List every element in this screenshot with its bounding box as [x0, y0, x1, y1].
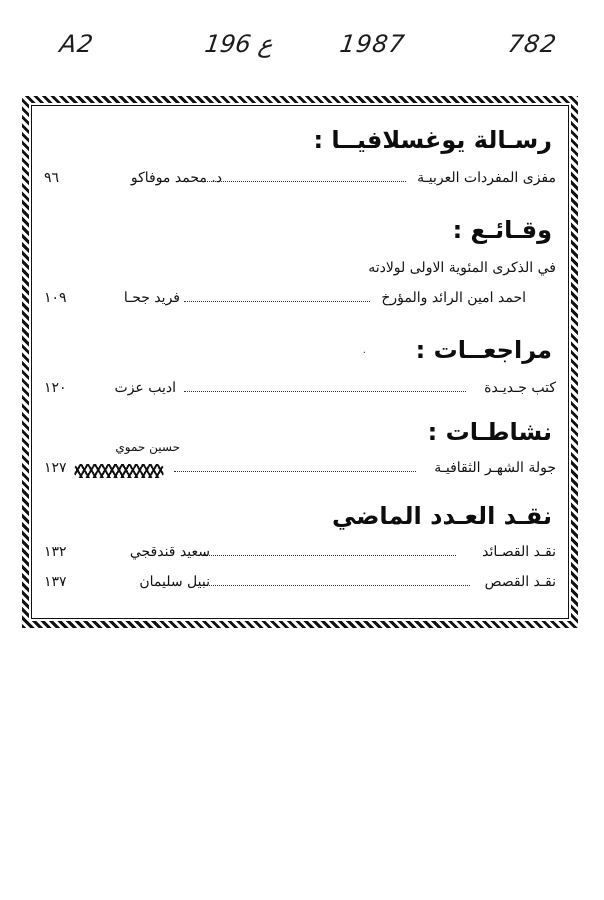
toc-entry	[34, 380, 566, 402]
entry-subheading: في الذكرى المئوية الاولى لولادته	[368, 260, 556, 276]
entry-author: اديب عزت	[114, 380, 176, 396]
section-title-activities: نشاطـات :	[427, 418, 552, 446]
entry-title: كتب جـديـدة	[484, 380, 556, 396]
entry-page: ١٢٧	[44, 460, 67, 476]
entry-page: ١٢٠	[44, 380, 67, 396]
leader-dots	[184, 391, 466, 392]
entry-page: ١٣٧	[44, 574, 67, 590]
handwritten-author-signature: حسين حموي	[115, 440, 180, 454]
handwritten-code: A2	[58, 30, 96, 58]
table-of-contents	[34, 108, 566, 616]
entry-author: سعيد قندقجي	[129, 544, 210, 560]
section-title-previous-issue-critique: نقـد العـدد الماضي	[331, 502, 552, 530]
entry-page: ١٠٩	[44, 290, 67, 306]
leader-dots	[204, 585, 470, 586]
contents-frame	[22, 96, 578, 628]
entry-page: ٩٦	[44, 170, 60, 186]
handwritten-issue-number: 196 ع	[203, 30, 275, 58]
leader-dots	[204, 181, 406, 182]
toc-entry	[34, 290, 566, 312]
leader-dots	[204, 555, 456, 556]
section-title-yugoslavia-letter: رسـالة يوغسلافيــا :	[313, 126, 552, 154]
entry-title: مفزى المفردات العربيـة	[417, 170, 556, 186]
leader-dots	[184, 301, 370, 302]
section-title-events: وقـائـع :	[452, 216, 552, 244]
handwritten-catalog-number: 782	[506, 30, 559, 58]
print-speck: ·	[362, 348, 366, 359]
entry-author: د. محمد موفاكو	[130, 170, 222, 186]
toc-entry	[34, 544, 566, 566]
toc-entry	[34, 460, 566, 482]
section-title-reviews: مراجعــات :	[415, 336, 552, 364]
entry-title: احمد امين الرائد والمؤرخ	[381, 290, 526, 306]
toc-entry	[34, 170, 566, 192]
toc-entry	[34, 574, 566, 596]
entry-author: فريد جحـا	[123, 290, 180, 306]
entry-page: ١٣٢	[44, 544, 67, 560]
entry-author: نبيل سليمان	[139, 574, 210, 590]
entry-title: نقـد القصـائد	[482, 544, 556, 560]
leader-dots	[174, 471, 416, 472]
handwritten-year: 1987	[338, 30, 408, 58]
entry-title: نقـد القصص	[484, 574, 556, 590]
signature-flourish	[74, 464, 164, 478]
entry-title: جولة الشهـر الثقافيـة	[434, 460, 556, 476]
